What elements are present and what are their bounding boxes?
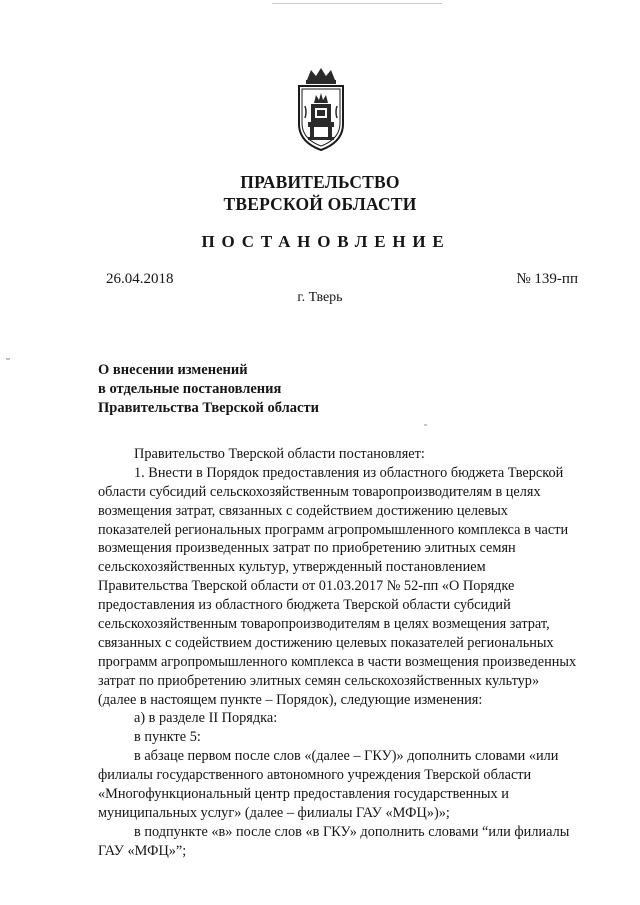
body-line: предоставления из областного бюджета Тверской области субсидий — [98, 597, 511, 614]
body-line: а) в разделе II Порядка: — [134, 710, 278, 727]
body-line: в абзаце первом после слов «(далее – ГКУ)» дополнить словами «или — [134, 748, 559, 765]
scan-artifact — [6, 358, 10, 360]
document-type-heading: ПОСТАНОВЛЕНИЕ — [201, 232, 451, 251]
body-line: в подпункте «в» после слов «в ГКУ» дополнить словами “или филиалы — [134, 823, 570, 840]
document-subject — [98, 361, 319, 418]
subject-line: Правительства Тверской области — [98, 400, 319, 416]
body-line: связанных с содействием достижению целевых показателей региональных — [98, 634, 554, 651]
body-line: «Многофункциональный центр предоставления государственных и — [98, 786, 509, 803]
body-line: области субсидий сельскохозяйственным товаропроизводителям в целях — [98, 483, 541, 500]
document-number: № 139-пп — [516, 271, 578, 287]
body-line: сельскохозяйственным товаропроизводителям в целях возмещения затрат, — [98, 616, 550, 633]
body-line: муниципальных услуг» (далее – филиалы ГАУ «МФЦ»)»; — [98, 804, 450, 821]
body-line: Правительства Тверской области от 01.03.2017 № 52-пп «О Порядке — [98, 578, 515, 595]
body-line: сельскохозяйственных культур, утвержденный постановлением — [98, 559, 486, 576]
body-line: возмещения произведенных затрат по приобретению элитных семян — [98, 540, 516, 557]
body-line: показателей региональных программ агропромышленного комплекса в части — [98, 521, 569, 538]
government-title-line1: ПРАВИТЕЛЬСТВО — [240, 172, 400, 192]
body-line: в пункте 5: — [134, 729, 201, 746]
body-line: 1. Внести в Порядок предоставления из областного бюджета Тверской — [134, 464, 564, 481]
subject-line: О внесении изменений — [98, 362, 248, 378]
document-city: г. Тверь — [297, 290, 343, 305]
body-line: Правительство Тверской области постановляет: — [134, 446, 425, 462]
subject-line: в отдельные постановления — [98, 381, 282, 397]
body-line: (далее в настоящем пункте – Порядок), следующие изменения: — [98, 691, 483, 708]
tver-coat-of-arms-icon — [293, 66, 349, 152]
scan-artifact — [272, 3, 442, 4]
body-line: затрат по приобретению элитных семян сельскохозяйственных культур» — [98, 672, 540, 689]
body-line: возмещения затрат, связанных с содействием достижению целевых — [98, 502, 508, 519]
document-date: 26.04.2018 — [106, 271, 174, 287]
body-line: ГАУ «МФЦ»”; — [98, 842, 187, 859]
document-body — [98, 445, 594, 861]
body-line: программ агропромышленного комплекса в части возмещения произведенных — [98, 653, 577, 670]
scan-artifact — [424, 424, 427, 426]
body-line: филиалы государственного автономного учреждения Тверской области — [98, 767, 532, 784]
government-title-line2: ТВЕРСКОЙ ОБЛАСТИ — [223, 194, 417, 214]
